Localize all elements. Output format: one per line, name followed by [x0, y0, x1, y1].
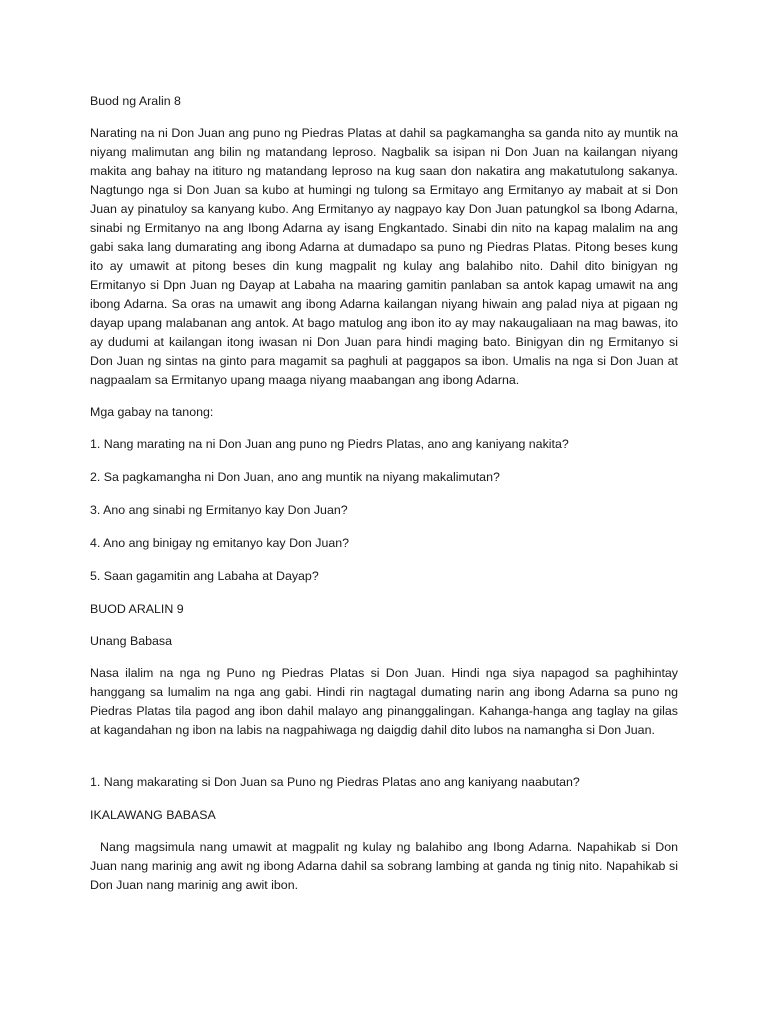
- blank-space: [90, 753, 678, 773]
- guide-question-3: 3. Ano ang sinabi ng Ermitanyo kay Don Juan?: [90, 503, 348, 517]
- guide-questions-label: Mga gabay na tanong:: [90, 405, 214, 419]
- first-reading-paragraph: Nasa ilalim na nga ng Puno ng Piedras Platas si Don Juan. Hindi nga siya napagod sa paghihintay hanggang sa lumalim na nga ang gabi. Hindi rin nagtagal dumating narin ang ibong Adarna sa puno ng Piedras Platas tila pagod ang ibon dahil malayo ang pinanggalingan. Kahanga-hanga ang taglay na gilas at kagandahan ng ibon na labis na nagpahiwaga ng daigdig dahil dito lubos na namangha si Don Juan.: [90, 666, 678, 737]
- guide-question-2: 2. Sa pagkamangha ni Don Juan, ano ang muntik na niyang makalimutan?: [90, 470, 500, 484]
- first-reading-question-1: 1. Nang makarating si Don Juan sa Puno ng Piedras Platas ano ang kaniyang naabutan?: [90, 775, 580, 789]
- guide-question-4: 4. Ano ang binigay ng emitanyo kay Don Juan?: [90, 536, 350, 550]
- guide-question-1: 1. Nang marating na ni Don Juan ang puno ng Piedrs Platas, ano ang kaniyang nakita?: [90, 437, 569, 451]
- section-title-aralin-8: Buod ng Aralin 8: [90, 94, 181, 108]
- section-title-aralin-9: BUOD ARALIN 9: [90, 602, 184, 616]
- second-reading-paragraph: Nang magsimula nang umawit at magpalit ng kulay ng balahibo ang Ibong Adarna. Napahikab si Don Juan nang marinig ang awit ng ibong Adarna dahil sa sobrang lambing at ganda ng tinig nito. Napahikab si Don Juan nang marinig ang awit ibon.: [90, 840, 678, 892]
- first-reading-title: Unang Babasa: [90, 634, 172, 648]
- summary-paragraph-aralin-8: Narating na ni Don Juan ang puno ng Piedras Platas at dahil sa pagkamangha sa ganda nito ay muntik na niyang malimutan ang bilin ng matandang leproso. Nagbalik sa isipan ni Don Juan na kailangan niyang makita ang bahay na itituro ng matandang leproso na kug saan don nakatira ang makatutulong sakanya. Nagtungo nga si Don Juan sa kubo at humingi ng tulong sa Ermitayo ang Ermitanyo ay mabait at si Don Juan ay pinatuloy sa kanyang kubo. Ang Ermitanyo ay nagpayo kay Don Juan patungkol sa Ibong Adarna, sinabi ng Ermitanyo na ang Ibong Adarna ay isang Engkantado. Sinabi din nito na kapag malalim na ang gabi saka lang dumarating ang ibong Adarna at dumadapo sa puno ng Piedras Platas. Pitong beses kung ito ay umawit at pitong beses din kung magpalit ng kulay ang balahibo nito. Dahil dito binigyan ng Ermitanyo si Dpn Juan ng Dayap at Labaha na maaring gamitin panlaban sa antok kapag umawit na ang ibong Adarna. Sa oras na umawit ang ibong Adarna kailangan niyang hiwain ang palad niya at pigaan ng dayap upang malabanan ang antok. At bago matulog ang ibon ito ay may nakaugaliaan na mag bawas, ito ay dudumi at kailangan itong iwasan ni Don Juan para hindi maging bato. Binigyan din ng Ermitanyo si Don Juan ng sintas na ginto para magamit sa paghuli at paggapos sa ibon. Umalis na nga si Don Juan at nagpaalam sa Ermitanyo upang maaga niyang maabangan ang ibong Adarna.: [90, 126, 678, 387]
- second-reading-title: IKALAWANG BABASA: [90, 808, 216, 822]
- guide-question-5: 5. Saan gagamitin ang Labaha at Dayap?: [90, 569, 319, 583]
- document-page: [90, 92, 678, 908]
